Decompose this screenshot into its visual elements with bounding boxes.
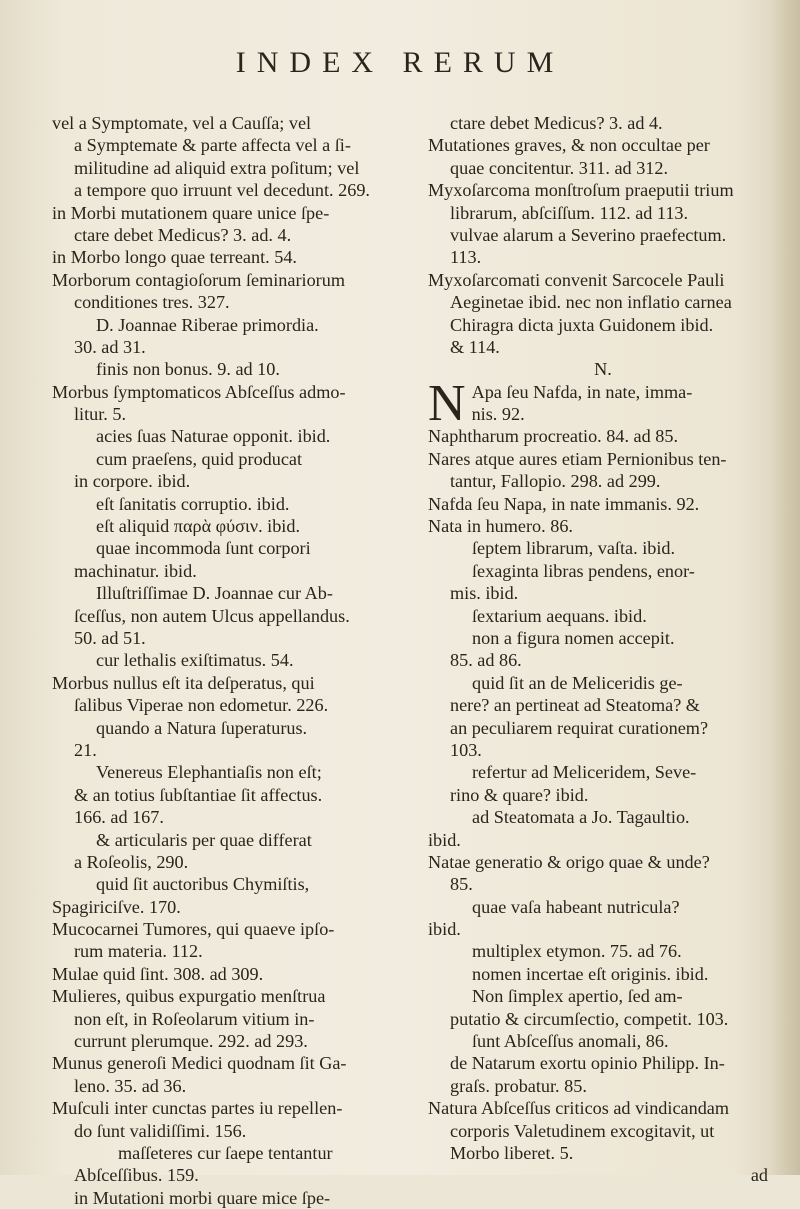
index-line-text: 30. ad 31. bbox=[74, 336, 146, 357]
index-line bbox=[52, 627, 402, 649]
index-line-text: in Mutationi morbi quare mice ſpe- bbox=[74, 1187, 331, 1208]
index-line bbox=[428, 784, 778, 806]
index-line-text: graſs. probatur. 85. bbox=[450, 1075, 587, 1096]
index-line-text: litur. 5. bbox=[74, 404, 127, 425]
index-line-text: machinatur. ibid. bbox=[74, 560, 197, 581]
index-line bbox=[52, 1030, 402, 1052]
index-line bbox=[428, 425, 778, 447]
index-line-text: leno. 35. ad 36. bbox=[74, 1075, 187, 1096]
index-line bbox=[428, 157, 778, 179]
index-line bbox=[52, 918, 402, 940]
index-line bbox=[428, 493, 778, 515]
index-line-text: Mutationes graves, & non occultae per bbox=[428, 135, 710, 156]
index-line-text: rino & quare? ibid. bbox=[450, 784, 589, 805]
index-line bbox=[428, 739, 778, 761]
index-line-text: a Symptemate & parte affecta vel a ſi- bbox=[74, 135, 351, 156]
index-line-text: nere? an pertineat ad Steatoma? & bbox=[450, 695, 700, 716]
index-line-text: 85. ad 86. bbox=[450, 650, 522, 671]
index-line bbox=[52, 560, 402, 582]
index-line-text: quid ſit auctoribus Chymiſtis, bbox=[96, 874, 310, 895]
index-line-text: a tempore quo irruunt vel decedunt. 269. bbox=[74, 180, 370, 201]
index-line-text: Aeginetae ibid. nec non inflatio carnea bbox=[450, 292, 732, 313]
index-line-text: finis non bonus. 9. ad 10. bbox=[96, 359, 280, 380]
index-line bbox=[52, 425, 402, 447]
index-line bbox=[428, 672, 778, 694]
index-line bbox=[428, 605, 778, 627]
index-line-text: Nares atque aures etiam Pernionibus ten- bbox=[428, 448, 727, 469]
index-line-text: in Morbo longo quae terreant. 54. bbox=[52, 247, 297, 268]
index-line-text: quae concitentur. 311. ad 312. bbox=[450, 157, 669, 178]
index-line-text: corporis Valetudinem excogitavit, ut bbox=[450, 1120, 715, 1141]
index-line-text: 113. bbox=[450, 247, 482, 268]
page-edge-shadow bbox=[770, 0, 800, 1175]
index-line bbox=[52, 1008, 402, 1030]
index-line bbox=[52, 134, 402, 156]
index-line-text: ſalibus Viperae non edometur. 226. bbox=[74, 695, 329, 716]
index-line-text: quae vaſa habeant nutricula? bbox=[472, 896, 680, 917]
index-line-text: Chiragra dicta juxta Guidonem ibid. bbox=[450, 314, 714, 335]
index-line-text: in Morbi mutationem quare unice ſpe- bbox=[52, 202, 330, 223]
index-line-text: Morborum contagioſorum ſeminariorum bbox=[52, 269, 345, 290]
index-line bbox=[428, 851, 778, 873]
index-line bbox=[428, 582, 778, 604]
index-line-text: cum praeſens, quid producat bbox=[96, 448, 303, 469]
index-line bbox=[428, 470, 778, 492]
index-line bbox=[428, 560, 778, 582]
index-line-text: vulvae alarum a Severino praefectum. bbox=[450, 224, 727, 245]
index-line bbox=[428, 1075, 778, 1097]
index-line bbox=[52, 1164, 402, 1186]
index-line bbox=[428, 761, 778, 783]
index-line-text: ſeptem librarum, vaſta. ibid. bbox=[472, 538, 676, 559]
index-line-text: currunt plerumque. 292. ad 293. bbox=[74, 1031, 308, 1052]
index-column-left bbox=[52, 112, 402, 1209]
index-line bbox=[52, 336, 402, 358]
index-line bbox=[52, 1120, 402, 1142]
index-line-text: librarum, abſciſſum. 112. ad 113. bbox=[450, 202, 689, 223]
index-line bbox=[52, 582, 402, 604]
index-line-text: quae incommoda ſunt corpori bbox=[96, 538, 311, 559]
index-line-text: & 114. bbox=[450, 336, 500, 357]
index-line bbox=[52, 806, 402, 828]
index-line-text: Muſculi inter cunctas partes iu repellen- bbox=[52, 1098, 343, 1119]
index-line-text: militudine ad aliquid extra poſitum; vel bbox=[74, 157, 360, 178]
index-line bbox=[428, 134, 778, 156]
index-line bbox=[428, 336, 778, 358]
index-line-text: Myxoſarcoma monſtroſum praeputii trium bbox=[428, 180, 734, 201]
index-line-text: 103. bbox=[450, 739, 482, 760]
index-line bbox=[428, 985, 778, 1007]
index-line bbox=[52, 202, 402, 224]
index-line-text: nomen incertae eſt originis. ibid. bbox=[472, 963, 709, 984]
index-line bbox=[52, 739, 402, 761]
index-line-text: non eſt, in Roſeolarum vitium in- bbox=[74, 1008, 315, 1029]
index-line-text: Illuſtriſſimae D. Joannae cur Ab- bbox=[96, 583, 333, 604]
index-line bbox=[52, 537, 402, 559]
index-line bbox=[52, 1187, 402, 1209]
index-line bbox=[428, 873, 778, 895]
index-line-text: Mulae quid ſint. 308. ad 309. bbox=[52, 963, 264, 984]
index-line bbox=[428, 112, 778, 134]
index-line-text: Mulieres, quibus expurgatio menſtrua bbox=[52, 986, 326, 1007]
index-line-text: quid ſit an de Meliceridis ge- bbox=[472, 672, 683, 693]
index-line bbox=[428, 694, 778, 716]
index-line bbox=[428, 515, 778, 537]
index-line bbox=[52, 672, 402, 694]
index-line bbox=[428, 963, 778, 985]
index-line-text: 50. ad 51. bbox=[74, 627, 146, 648]
index-line bbox=[428, 537, 778, 559]
index-line bbox=[52, 179, 402, 201]
index-line bbox=[52, 605, 402, 627]
index-line-text: Morbus ſymptomaticos Abſceſſus admo- bbox=[52, 381, 346, 402]
index-line bbox=[52, 470, 402, 492]
index-line bbox=[52, 784, 402, 806]
index-line bbox=[428, 448, 778, 470]
index-line-text: quando a Natura ſuperaturus. bbox=[96, 717, 308, 738]
index-line-text: cur lethalis exiſtimatus. 54. bbox=[96, 650, 294, 671]
index-line bbox=[52, 403, 402, 425]
index-line bbox=[52, 1075, 402, 1097]
index-line-text: 85. bbox=[450, 874, 473, 895]
index-line bbox=[52, 873, 402, 895]
index-line bbox=[428, 940, 778, 962]
index-line bbox=[428, 1030, 778, 1052]
index-line bbox=[52, 896, 402, 918]
index-line-text: ibid. bbox=[428, 919, 461, 940]
index-line bbox=[428, 627, 778, 649]
index-line bbox=[428, 1120, 778, 1142]
index-line-text: Morbus nullus eſt ita deſperatus, qui bbox=[52, 672, 315, 693]
index-line bbox=[428, 1008, 778, 1030]
index-line bbox=[428, 314, 778, 336]
index-line bbox=[52, 649, 402, 671]
index-line bbox=[428, 246, 778, 268]
index-line bbox=[52, 448, 402, 470]
index-line-text: ſexaginta libras pendens, enor- bbox=[472, 560, 695, 581]
index-line-text: tantur, Fallopio. 298. ad 299. bbox=[450, 471, 661, 492]
index-line-text: refertur ad Meliceridem, Seve- bbox=[472, 762, 697, 783]
index-line-text: an peculiarem requirat curationem? bbox=[450, 717, 709, 738]
index-line bbox=[428, 179, 778, 201]
index-line-text: mis. ibid. bbox=[450, 583, 519, 604]
index-line-text: ctare debet Medicus? 3. ad. 4. bbox=[74, 224, 292, 245]
index-line-text: a Roſeolis, 290. bbox=[74, 851, 189, 872]
index-line-text: Myxoſarcomati convenit Sarcocele Pauli bbox=[428, 269, 725, 290]
index-line-text: rum materia. 112. bbox=[74, 941, 203, 962]
running-header: INDEX RERUM bbox=[235, 46, 565, 79]
index-line bbox=[52, 493, 402, 515]
index-line-text: do ſunt validiſſimi. 156. bbox=[74, 1120, 247, 1141]
index-line-text: eſt ſanitatis corruptio. ibid. bbox=[96, 493, 290, 514]
index-line-text: Natae generatio & origo quae & unde? bbox=[428, 851, 710, 872]
index-line-text: acies ſuas Naturae opponit. ibid. bbox=[96, 426, 331, 447]
index-line bbox=[52, 381, 402, 403]
index-line bbox=[52, 246, 402, 268]
index-line bbox=[52, 940, 402, 962]
index-line-text: 21. bbox=[74, 739, 97, 760]
index-line-text: Natura Abſceſſus criticos ad vindicandam bbox=[428, 1098, 730, 1119]
index-line-text: Spagiriciſve. 170. bbox=[52, 896, 181, 917]
index-line bbox=[52, 1052, 402, 1074]
catchword bbox=[428, 1164, 778, 1186]
index-line-text: Abſceſſibus. 159. bbox=[74, 1165, 199, 1186]
index-line bbox=[428, 896, 778, 918]
index-line bbox=[428, 1052, 778, 1074]
index-line-text: non a figura nomen accepit. bbox=[472, 627, 675, 648]
index-line bbox=[52, 694, 402, 716]
index-line-text: conditiones tres. 327. bbox=[74, 292, 230, 313]
index-line-text: Non ſimplex apertio, ſed am- bbox=[472, 986, 683, 1007]
index-line-text: & an totius ſubſtantiae ſit affectus. bbox=[74, 784, 323, 805]
index-line-text: eſt aliquid παρὰ φύσιν. ibid. bbox=[96, 516, 301, 537]
index-line bbox=[428, 1142, 778, 1164]
index-line bbox=[52, 157, 402, 179]
index-line bbox=[52, 851, 402, 873]
index-line-text: ad Steatomata a Jo. Tagaultio. bbox=[472, 807, 690, 828]
index-line-text: ad bbox=[750, 1165, 768, 1186]
index-line-text: ibid. bbox=[428, 829, 461, 850]
index-line-text: & articularis per quae differat bbox=[96, 829, 312, 850]
index-line bbox=[428, 829, 778, 851]
index-line bbox=[428, 202, 778, 224]
index-line-text: maſſeteres cur ſaepe tentantur bbox=[118, 1142, 333, 1163]
index-line-text: ſunt Abſceſſus anomali, 86. bbox=[472, 1031, 669, 1052]
index-line-text: Venereus Elephantiaſis non eſt; bbox=[96, 762, 322, 783]
index-line bbox=[428, 224, 778, 246]
index-line bbox=[52, 963, 402, 985]
index-line bbox=[52, 829, 402, 851]
index-line bbox=[52, 314, 402, 336]
index-line bbox=[52, 269, 402, 291]
section-letter-heading bbox=[428, 358, 778, 380]
index-line-text: Apa ſeu Nafda, in nate, imma- bbox=[471, 381, 693, 402]
index-column-right bbox=[428, 112, 778, 1187]
index-line-text: Naphtharum procreatio. 84. ad 85. bbox=[428, 426, 678, 447]
index-line-text: ſextarium aequans. ibid. bbox=[472, 605, 647, 626]
index-line bbox=[52, 515, 402, 537]
index-line bbox=[52, 224, 402, 246]
index-line bbox=[428, 717, 778, 739]
index-line bbox=[428, 918, 778, 940]
index-line bbox=[428, 1097, 778, 1119]
index-line bbox=[428, 649, 778, 671]
index-line bbox=[52, 358, 402, 380]
index-line-text: Morbo liberet. 5. bbox=[450, 1142, 574, 1163]
index-line bbox=[52, 761, 402, 783]
index-line-text: ctare debet Medicus? 3. ad 4. bbox=[450, 113, 663, 133]
index-line-text: in corpore. ibid. bbox=[74, 471, 191, 492]
index-line bbox=[52, 1142, 402, 1164]
index-line-text: ſceſſus, non autem Ulcus appellandus. bbox=[74, 605, 350, 626]
index-line bbox=[428, 291, 778, 313]
index-line-text: putatio & circumſectio, competit. 103. bbox=[450, 1008, 729, 1029]
index-line-text: multiplex etymon. 75. ad 76. bbox=[472, 941, 682, 962]
index-line bbox=[428, 403, 778, 425]
index-line-text: N. bbox=[594, 359, 612, 380]
index-line bbox=[52, 112, 402, 134]
index-line bbox=[52, 985, 402, 1007]
index-line-text: Munus generoſi Medici quodnam ſit Ga- bbox=[52, 1053, 347, 1074]
index-line bbox=[428, 806, 778, 828]
index-line bbox=[52, 291, 402, 313]
index-line-text: vel a Symptomate, vel a Cauſſa; vel bbox=[52, 113, 312, 133]
index-line-text: nis. 92. bbox=[471, 404, 525, 425]
index-line-text: Nafda ſeu Napa, in nate immanis. 92. bbox=[428, 493, 700, 514]
index-line-text: Nata in humero. 86. bbox=[428, 516, 573, 537]
index-line bbox=[52, 717, 402, 739]
index-line-text: Mucocarnei Tumores, qui quaeve ipſo- bbox=[52, 919, 335, 940]
index-line bbox=[52, 1097, 402, 1119]
index-line-text: 166. ad 167. bbox=[74, 807, 164, 828]
index-line-text: de Natarum exortu opinio Philipp. In- bbox=[450, 1053, 725, 1074]
index-line bbox=[428, 269, 778, 291]
index-line-text: D. Joannae Riberae primordia. bbox=[96, 314, 319, 335]
drop-cap-initial: N bbox=[428, 374, 466, 432]
